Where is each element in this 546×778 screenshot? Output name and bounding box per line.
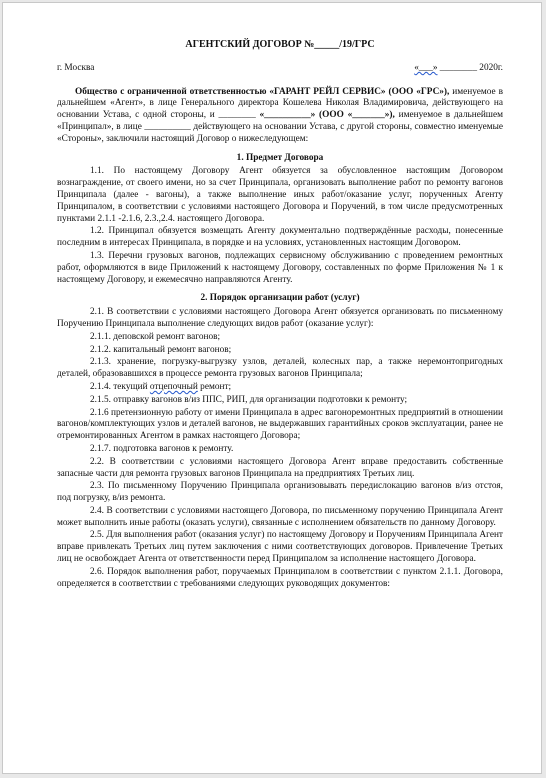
preamble-agent-name: Общество с ограниченной ответственностью «ГАРАНТ РЕЙЛ СЕРВИС» (ООО «ГРС»), (75, 86, 450, 97)
clause-1-2: 1.2. Принципал обязуется возмещать Агенту документально подтверждённые расходы, понесенные последним в интересах Принципала, в порядке и на условиях, установленных настоящим Договором. (57, 226, 503, 249)
clause-2-2: 2.2. В соответствии с условиями настоящего Договора Агент вправе предоставить собственные запасные части для ремонта грузовых вагонов Принципала на предприятиях Третьих лиц. (57, 456, 503, 479)
clause-2-6: 2.6. Порядок выполнения работ, поручаемых Принципалом в соответствии с пунктом 2.1.1. Договора, определяется в соответствии с требованиями следующих руководящих документов: (57, 566, 503, 589)
clause-2-1-6: 2.1.6 претензионную работу от имени Принципала в адрес вагоноремонтных предприятий в отношении вагонов/комплектующих узлов и деталей вагонов, не выдержавших гарантийных сроков эксплуатации, ранее не отремонтированных Агентом в рамках настоящего Договора; (57, 407, 503, 442)
clause-2-3: 2.3. По письменному Поручению Принципала организовывать передислокацию вагонов в/из отстоя, под погрузку, в/из ремонта. (57, 481, 503, 504)
document-page (2, 2, 542, 774)
preamble-text-2: именуемое в дальнейшем «Принципал», в лице __________ (57, 110, 503, 132)
clause-2-1: 2.1. В соответствии с условиями настоящего Договора Агент обязуется организовать по письменному Поручению Принципала выполнение следующих видов работ (оказание услуг): (57, 307, 503, 329)
preamble (57, 87, 503, 146)
clause-2-1-4-c: ремонт; (197, 381, 232, 392)
clause-2-1-7: 2.1.7. подготовка вагонов к ремонту. (90, 443, 234, 454)
clause-2-5: 2.5. Для выполнения работ (оказания услуг) по настоящему Договору и Поручениям Принципала Агент вправе привлекать Третьих лиц путем заключения с ними соответствующих договоров. Привлечение Третьих лиц не освобождает Агента от ответственности перед Принципалом за исполнение настоящего Договора. (57, 530, 503, 565)
contract-date (414, 63, 503, 75)
place-date-line (57, 63, 503, 75)
preamble-principal-name: «__________» (ООО «_______»), (259, 110, 395, 121)
clause-2-1-1: 2.1.1. деповской ремонт вагонов; (90, 331, 221, 342)
clause-2-1-4 (57, 382, 503, 394)
clause-2-4: 2.4. В соответствии с условиями настоящего Договора, по письменному поручению Принципала Агент может выполнить иные работы (оказать услуги), связанные с исполнением обязательств по данному Договору. (57, 505, 503, 528)
clause-2-1-2: 2.1.2. капитальный ремонт вагонов; (90, 344, 232, 355)
city: г. Москва (57, 62, 95, 73)
section-1-heading: 1. Предмет Договора (236, 152, 324, 163)
clause-1-3: 1.3. Перечни грузовых вагонов, подлежащих сервисному обслуживанию с проведением ремонтных работ, оформляются в виде Приложений к настоящему Договору, составленных по форме Приложения № 1 к настоящему Договору, и ежемесячно направляются Агенту. (57, 250, 503, 285)
date-day: «___» (414, 62, 438, 73)
clause-2-1-4-a: 2.1.4. текущий (90, 381, 150, 392)
clause-2-1-4-b: отцепочный (149, 381, 198, 392)
section-2-heading: 2. Порядок организации работ (услуг) (200, 293, 360, 304)
date-month-year: ________ 2020г. (437, 62, 503, 73)
preamble-text-1: именуемое в дальнейшем «Агент», в лице Генерального директора Кошелева Николая Владимировича, действующего на основании Устава, с одной стороны, и ________ (57, 86, 503, 121)
clause-1-1: 1.1. По настоящему Договору Агент обязуется за обусловленное настоящим Договором вознаграждение, от своего имени, но за счет Принципала, организовать выполнение работ по ремонту вагонов Принципала (далее - вагоны), а также выполнение иных работ/оказание услуг, порученных Агенту Принципалом, в соответствии с условиями настоящего Договора и Поручений, в том числе предусмотренных пунктами 2.1.1 -2.1.6, 2.3.,2.4. настоящего Договора. (57, 166, 503, 224)
document-title: АГЕНТСКИЙ ДОГОВОР №_____/19/ГРС (185, 39, 375, 50)
document-content (57, 39, 503, 591)
preamble-text-3: действующего на основании Устава, с другой стороны, совместно именуемые «Стороны», заключили настоящий Договор о нижеследующем: (57, 121, 503, 144)
clause-2-1-5: 2.1.5. отправку вагонов в/из ППС, РИП, для организации подготовки к ремонту; (90, 394, 408, 405)
clause-2-1-3: 2.1.3. хранение, погрузку-выгрузку узлов, деталей, колесных пар, а также неремонтопригодных деталей, образовавшихся в процессе ремонта грузовых вагонов Принципала; (57, 357, 503, 380)
